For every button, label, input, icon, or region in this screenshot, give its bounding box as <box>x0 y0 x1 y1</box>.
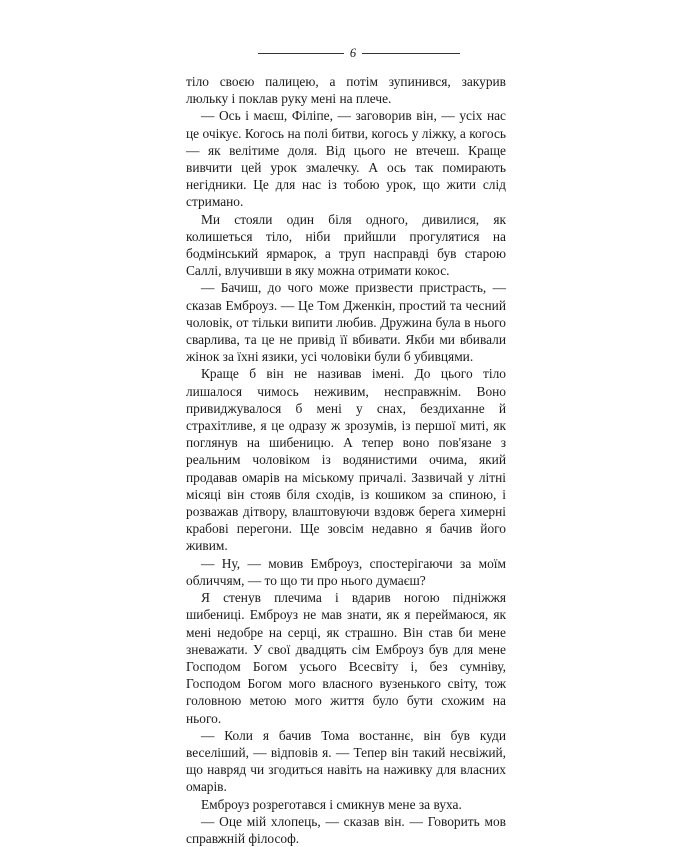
header-rule-right <box>362 53 460 54</box>
paragraph: тіло своєю палицею, а потім зупинився, закурив люльку і поклав руку мені на плече. <box>186 74 506 107</box>
running-header <box>0 44 700 64</box>
body-text <box>186 73 506 847</box>
paragraph: — Бачиш, до чого може призвести пристрасть, — сказав Емброуз. — Це Том Дженкін, простий та чесний чоловік, от тільки випити любив. Дружина була в нього сварлива, та це не привід її вбивати. Якби ми вбивали жінок за їхні язики, усі чоловіки були б убивцями. <box>186 280 506 365</box>
paragraph: Емброуз розреготався і смикнув мене за вуха. <box>201 796 462 812</box>
paragraph: — Коли я бачив Тома востаннє, він був куди веселіший, — відповів я. — Тепер він такий несвіжий, що навряд чи згодиться навіть на наживку для власних омарів. <box>186 727 506 795</box>
paragraph: Ми стояли один біля одного, дивилися, як колишеться тіло, ніби прийшли прогулятися на бодмінський ярмарок, а труп насправді був старою Саллі, влучивши в яку можна отримати кокос. <box>186 211 506 279</box>
paragraph: — Ось і маєш, Філіпе, — заговорив він, — усіх нас це очікує. Когось на полі битви, когось у ліжку, а когось — як велітиме доля. Від цього не втечеш. Краще вивчити цей урок змалечку. А ось так помирають негідники. Це для нас із тобою урок, що жити слід стримано. <box>186 108 506 210</box>
page-number: 6 <box>349 46 357 60</box>
paragraph: Я стенув плечима і вдарив ногою підніжжя шибениці. Емброуз не мав знати, як я переймаюся, як мені недобре на серці, як страшно. Він став би мене зневажати. У свої двадцять сім Емброуз був для мене Господом Богом усього Всесвіту і, без сумніву, Господом Богом мого власного вузенького світу, тож головною метою мого життя було бути схожим на нього. <box>186 590 506 726</box>
paragraph: Краще б він не називав імені. До цього тіло лишалося чимось неживим, несправжнім. Воно привиджувалося б мені у снах, бездиханне й страхітливе, я це одразу ж зрозумів, із першої миті, як поглянув на шибеницю. А тепер воно пов'язане з реальним чоловіком із водянистими очима, який продавав омарів на міському причалі. Зазвичай у літні місяці він стояв біля сходів, із кошиком за спиною, і розважав дітвору, влаштовуючи вздовж берега химерні крабові перегони. Ще зовсім недавно я бачив його живим. <box>186 366 506 554</box>
paragraph: — Оце мій хлопець, — сказав він. — Говорить мов справжній філософ. <box>186 813 506 846</box>
header-rule-left <box>258 53 344 54</box>
paragraph: — Ну, — мовив Емброуз, спостерігаючи за моїм обличчям, — то що ти про нього думаєш? <box>186 555 506 588</box>
